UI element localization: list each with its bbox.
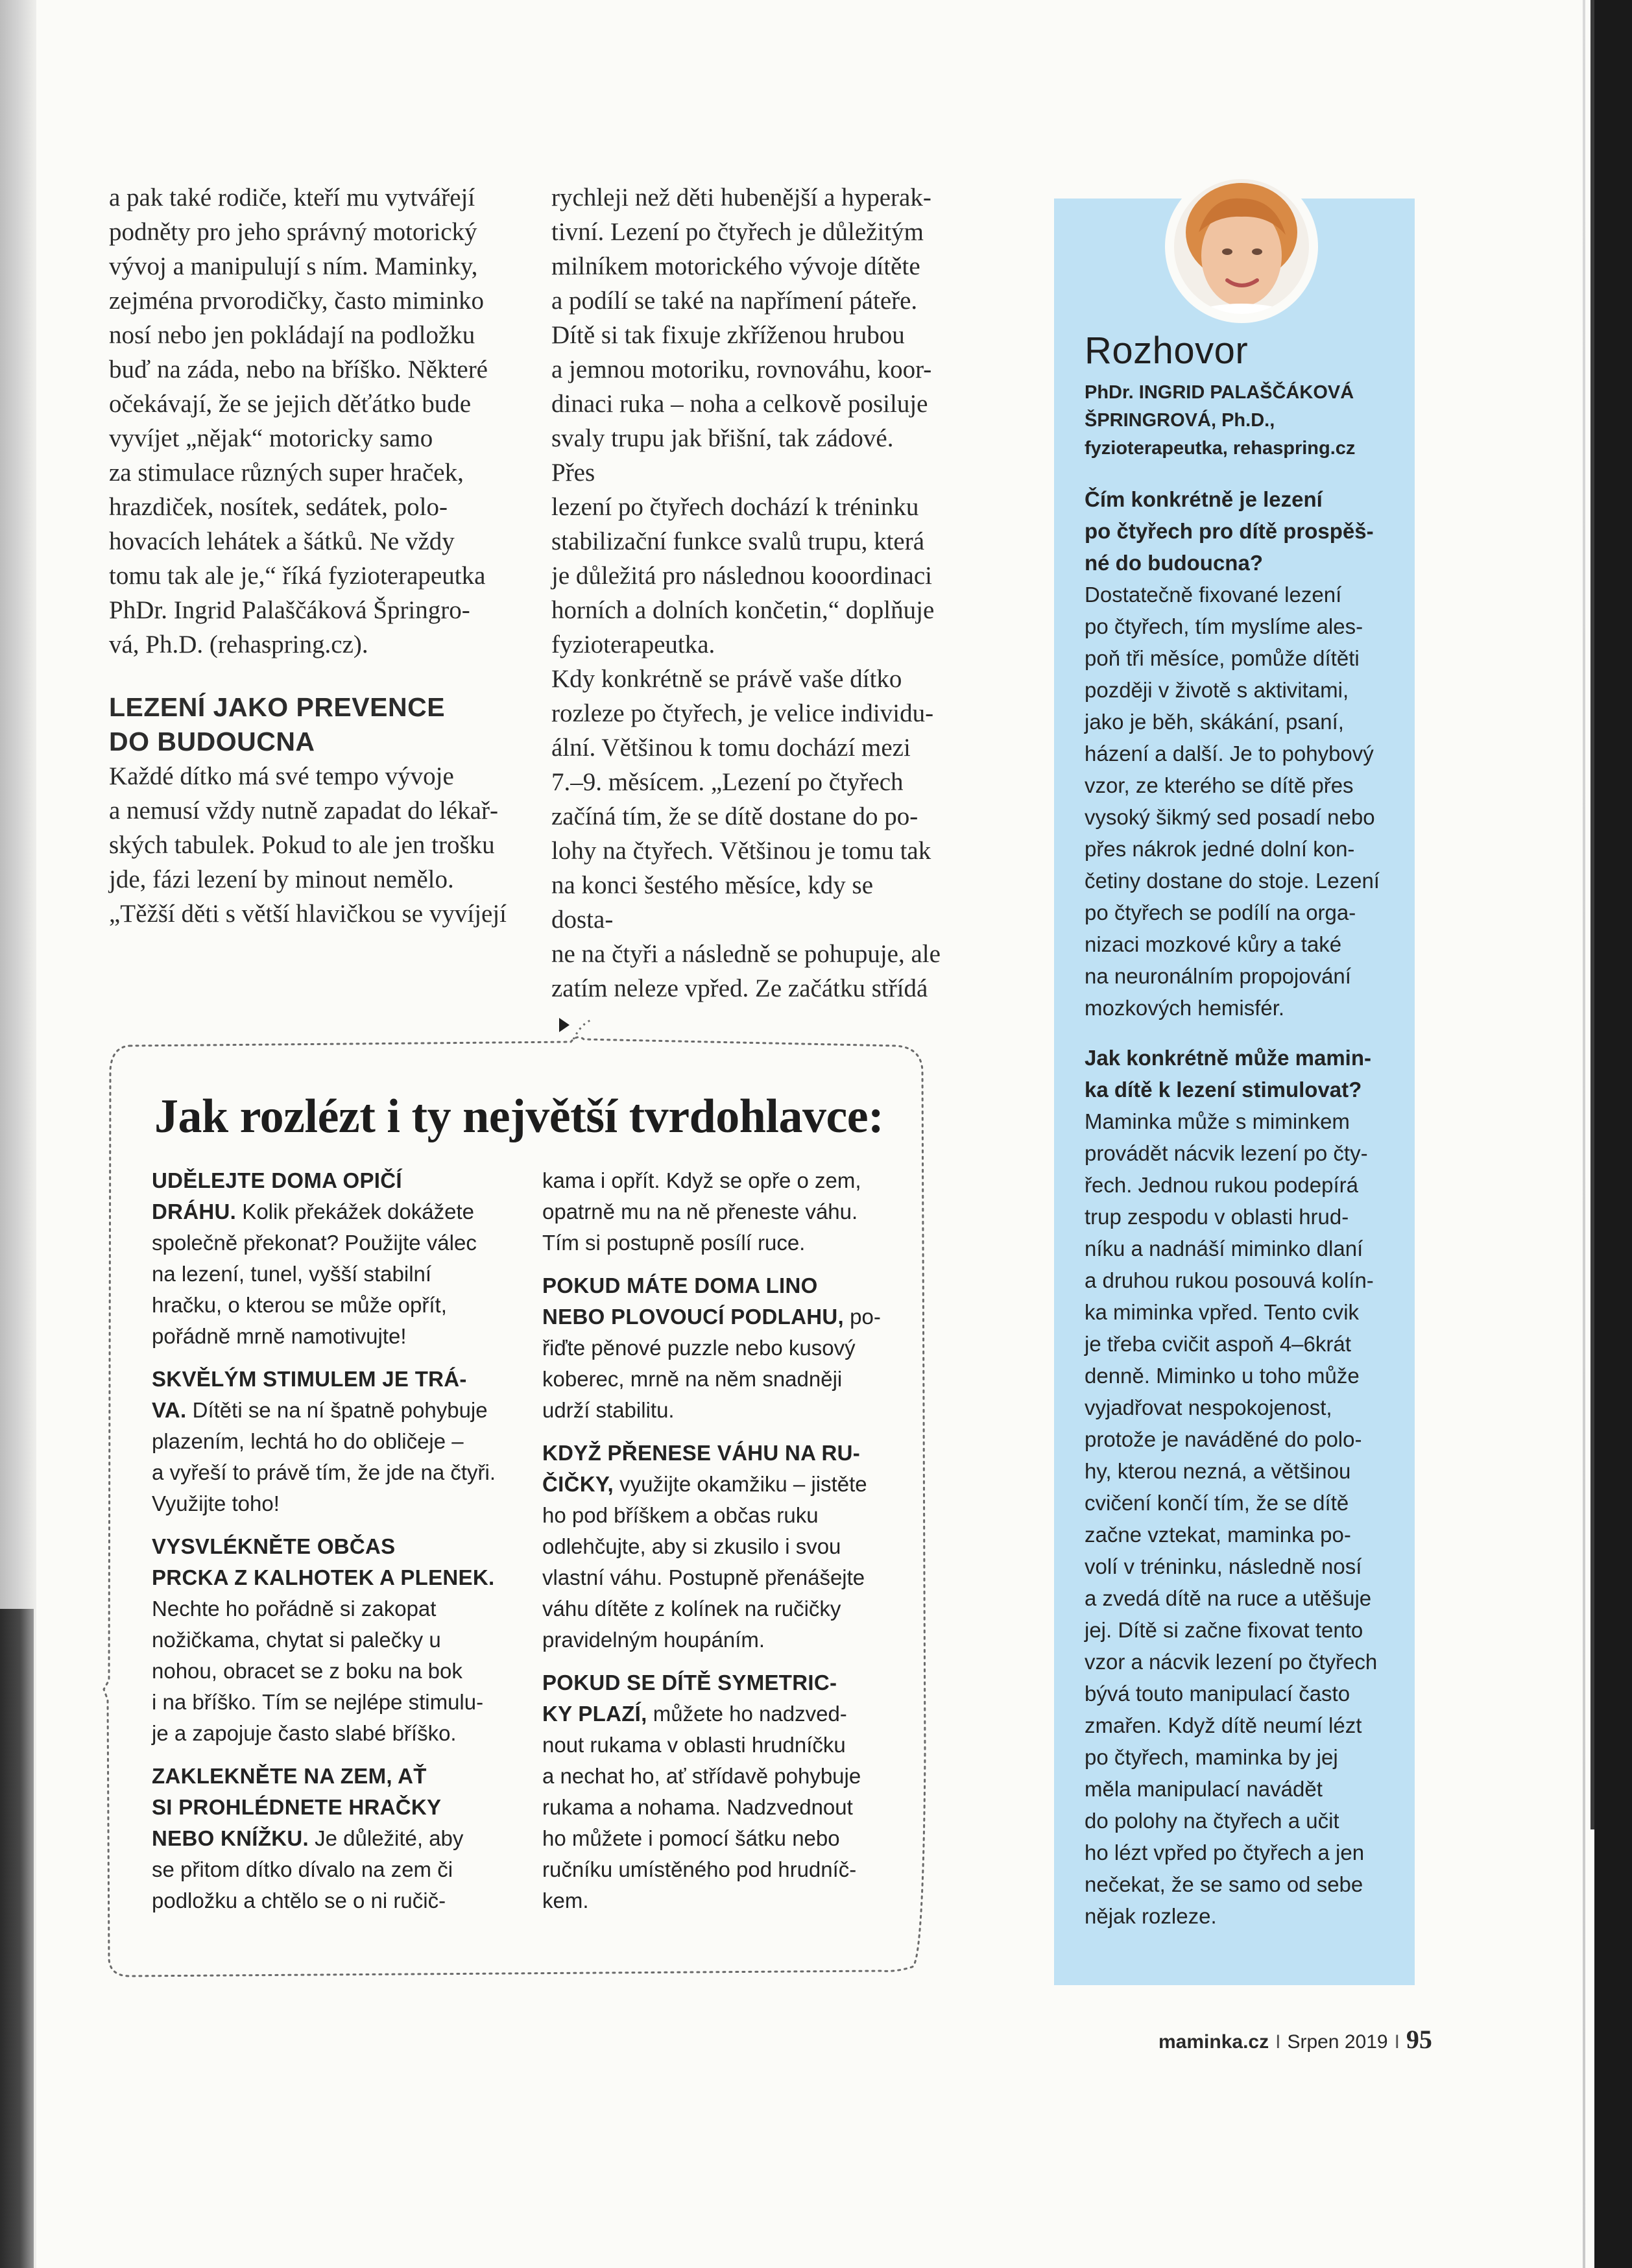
footer-separator: I bbox=[1394, 2031, 1400, 2053]
article-paragraph: Každé dítko má své tempo vývoje a nemusí vždy nutně zapadat do lékař- ských tabulek. Pokud to ale jen trošku jde, fázi lezení by minout nemělo. „Těžší děti s větší hlavičkou se vyvíjejí bbox=[109, 762, 507, 928]
tip-lead: UDĚLEJTE DOMA OPIČÍ DRÁHU. bbox=[152, 1168, 402, 1224]
article-paragraph bbox=[551, 662, 941, 1040]
tips-box-title: Jak rozlézt i ty největší tvrdohlavce: bbox=[154, 1090, 884, 1143]
tip-text: Je důležité, aby se přitom dítko dívalo na zem či podložku a chtělo se o ni ručič- bbox=[152, 1826, 464, 1912]
page-crease bbox=[1583, 0, 1585, 2268]
interview-author: PhDr. INGRID PALAŠČÁKOVÁ ŠPRINGROVÁ, Ph.D., fyzioterapeutka, rehaspring.cz bbox=[1085, 382, 1356, 459]
tip-item bbox=[542, 1667, 893, 1916]
tip-item bbox=[152, 1761, 502, 1916]
binding-shadow bbox=[0, 1609, 34, 2268]
portrait-photo bbox=[1165, 170, 1318, 323]
tip-text: Dítěti se na ní špatně pohybuje plazením, lechtá ho do obličeje – a vyřeší to právě tím, že jde na čtyři. Využijte toho! bbox=[152, 1398, 496, 1515]
tip-lead: KDYŽ PŘENESE VÁHU NA RU- ČIČKY, bbox=[542, 1441, 861, 1496]
interview-title: Rozhovor bbox=[1085, 330, 1249, 372]
page-number: 95 bbox=[1406, 2025, 1432, 2054]
interview-answer: Dostatečně fixované lezení po čtyřech, tím myslíme ales- poň tři měsíce, pomůže dítěti později v životě s aktivitami, jako je běh, skákání, psaní, házení a další. Je to pohybový vzor, ze kterého se dítě přes vysoký šikmý sed posadí nebo přes nákrok jedné dolní kon- četiny dostane do stoje. Lezení po čtyřech se podílí na orga- nizaci mozkové kůry a také na neuronálním propojování mozkových hemisfér. bbox=[1085, 583, 1380, 1020]
tip-lead: POKUD SE DÍTĚ SYMETRIC- KY PLAZÍ, bbox=[542, 1671, 837, 1726]
footer-separator: I bbox=[1275, 2031, 1281, 2053]
tip-item bbox=[152, 1531, 502, 1749]
tip-text: kama i opřít. Když se opře o zem, opatrně mu na ně přeneste váhu. Tím si postupně posílí ruce. bbox=[542, 1168, 861, 1255]
tip-lead: VYSVLÉKNĚTE OBČAS PRCKA Z KALHOTEK A PLENEK. bbox=[152, 1534, 495, 1589]
article-paragraph: a pak také rodiče, kteří mu vytvářejí podněty pro jeho správný motorický vývoj a manipulují s ním. Maminky, zejména prvorodičky, často miminko nosí nebo jen pokládají na podložku buď na záda, nebo na bříško. Některé očekávají, že se jejich děťátko bude vyvíjet „nějak“ motoricky samo za stimulace různých super hraček, hrazdiček, nosítek, sedátek, polo- hovacích lehátek a šátků. Ne vždy tomu tak ale je,“ říká fyzioterapeutka PhDr. Ingrid Palaščáková Špringro- vá, Ph.D. (rehaspring.cz). bbox=[109, 184, 488, 658]
tip-item bbox=[152, 1165, 502, 1352]
tip-lead: POKUD MÁTE DOMA LINO NEBO PLOVOUCÍ PODLAHU, bbox=[542, 1273, 844, 1329]
interview-text bbox=[1085, 379, 1402, 1932]
tip-text: Kolik překážek dokážete společně překonat? Použijte válec na lezení, tunel, vyšší stabilní hračku, o kterou se může opřít, pořádně mrně namotivujte! bbox=[152, 1200, 477, 1348]
tips-column-left bbox=[152, 1165, 502, 1928]
interview-question: Čím konkrétně je lezení po čtyřech pro dítě prospěš- né do budoucna? bbox=[1085, 487, 1374, 575]
article-subheading: LEZENÍ JAKO PREVENCE DO BUDOUCNA bbox=[109, 692, 446, 756]
interview-question: Jak konkrétně může mamin- ka dítě k lezení stimulovat? bbox=[1085, 1046, 1371, 1102]
page-footer bbox=[1158, 2027, 1432, 2055]
interview-answer: Maminka může s miminkem provádět nácvik lezení po čty- řech. Jednou rukou podepírá trup zespodu v oblasti hrud- níku a nadnáší miminko dlaní a druhou rukou posouvá kolín- ka miminka vpřed. Tento cvik je třeba cvičit aspoň 4–6krát denně. Miminko u toho může vyjadřovat nespokojenost, protože je naváděné do polo- hy, kterou nezná, a většinou cvičení končí tím, že se dítě začne vztekat, maminka po- volí v tréninku, následně nosí a zvedá dítě na ruce a utěšuje jej. Dítě si začne fixovat tento vzor a nácvik lezení po čtyřech bývá touto manipulací často zmařen. Když dítě neumí lézt po čtyřech, maminka by jej měla manipulací navádět do polohy na čtyřech a učit ho lézt vpřed po čtyřech a jen nečekat, že se samo od sebe nějak rozleze. bbox=[1085, 1109, 1378, 1928]
tip-lead: ZAKLEKNĚTE NA ZEM, AŤ SI PROHLÉDNETE HRAČKY NEBO KNÍŽKU. bbox=[152, 1764, 442, 1850]
article-paragraph-text: Kdy konkrétně se právě vaše dítko rozleze po čtyřech, je velice individu- ální. Většinou k tomu dochází mezi 7.–9. měsícem. „Lezení po čtyřech začíná tím, že se dítě dostane do po- lohy na čtyřech. Většinou je tomu tak na konci šestého měsíce, kdy se dosta- ne na čtyři a následně se pohupuje, ale zatím neleze vpřed. Ze začátku střídá bbox=[551, 665, 941, 1002]
footer-issue: Srpen 2019 bbox=[1287, 2031, 1388, 2053]
tip-item bbox=[542, 1165, 893, 1259]
article-paragraph: rychleji než děti hubenější a hyperak- tivní. Lezení po čtyřech je důležitým milníkem motorického vývoje dítěte a podílí se také na napřímení páteře. Dítě si tak fixuje zkříženou hrubou a jemnou motoriku, rovnováhu, koor- dinaci ruka – noha a celkově posiluje svaly trupu jak břišní, tak zádové. Přes lezení po čtyřech dochází k tréninku stabilizační funkce svalů trupu, která je důležitá pro následnou kooordinaci horních a dolních končetin,“ doplňuje fyzioterapeutka. bbox=[551, 184, 935, 658]
article-column-2 bbox=[551, 180, 941, 1040]
tip-item bbox=[152, 1364, 502, 1519]
page-right-edge bbox=[1594, 0, 1632, 2268]
continue-arrow-icon bbox=[559, 1018, 570, 1032]
tip-text: po- řiďte pěnové puzzle nebo kusový koberec, mrně na něm snadněji udrží stabilitu. bbox=[542, 1305, 881, 1422]
tip-text: využijte okamžiku – jistěte ho pod bříškem a občas ruku odlehčujte, aby si zkusilo i svou vlastní váhu. Postupně přenášejte váhu dítěte z kolínek na ručičky pravidelným houpáním. bbox=[542, 1472, 867, 1652]
article-column-1 bbox=[109, 180, 524, 931]
tip-item bbox=[542, 1438, 893, 1656]
tips-column-right bbox=[542, 1165, 893, 1928]
tip-lead: SKVĚLÝM STIMULEM JE TRÁ- VA. bbox=[152, 1367, 467, 1422]
avatar bbox=[1165, 170, 1318, 323]
tip-item bbox=[542, 1270, 893, 1426]
footer-site: maminka.cz bbox=[1158, 2031, 1269, 2053]
tip-text: Nechte ho pořádně si zakopat nožičkama, chytat si palečky u nohou, obracet se z boku na bok i na bříško. Tím se nejlépe stimulu- je a zapojuje často slabé bříško. bbox=[152, 1597, 484, 1745]
tip-text: můžete ho nadzved- nout rukama v oblasti hrudníčku a nechat ho, ať střídavě pohybuje rukama a nohama. Nadzvednout ho můžete i pomocí šátku nebo ručníku umístěného pod hrudníč- kem. bbox=[542, 1702, 861, 1912]
